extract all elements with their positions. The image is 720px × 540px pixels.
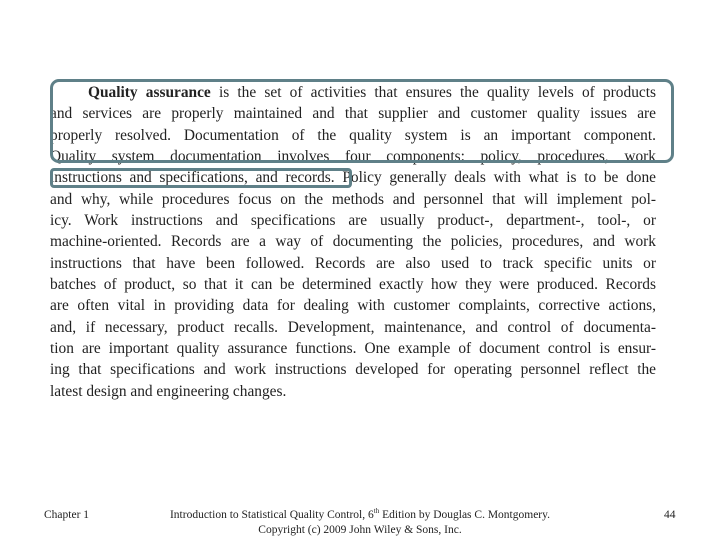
- passage-line-5: instructions and specifications, and records. Policy generally deals with what is to be done: [50, 169, 656, 187]
- passage-line-10: batches of product, so that it can be determined exactly how they were produced. Records: [50, 276, 656, 294]
- passage-line-14: ing that specifications and work instructions developed for operating personnel reflect the: [50, 361, 656, 379]
- passage-line-8: machine-oriented. Records are a way of documenting the policies, procedures, and work: [50, 233, 656, 251]
- page-number: 44: [664, 509, 676, 521]
- passage-line-3: properly resolved. Documentation of the quality system is an important component.: [50, 126, 656, 144]
- passage: [50, 82, 656, 402]
- passage-line-9: instructions that have been followed. Records are also used to track specific units or: [50, 254, 656, 272]
- slide-footer: [0, 508, 720, 540]
- passage-line-13: tion are important quality assurance functions. One example of document control is ensur-: [50, 340, 656, 358]
- footer-chapter: Chapter 1: [44, 509, 90, 521]
- term-quality-assurance: Quality assurance: [88, 84, 211, 101]
- passage-line-4: Quality system documentation involves four components: policy, procedures, work: [50, 148, 656, 166]
- passage-line-2: and services are properly maintained and that supplier and customer quality issues are: [50, 105, 656, 123]
- footer-citation-title: Introduction to Statistical Quality Control, 6th Edition by Douglas C. Montgomery.: [169, 507, 551, 521]
- footer-copyright: Copyright (c) 2009 John Wiley & Sons, Inc.: [258, 524, 462, 536]
- passage-line-7: icy. Work instructions and specifications are usually product-, department-, tool-, or: [50, 212, 656, 230]
- passage-line-6: and why, while procedures focus on the methods and personnel that will implement pol-: [50, 190, 656, 208]
- footer-citation: [150, 508, 570, 538]
- passage-line-15: latest design and engineering changes.: [50, 382, 287, 400]
- passage-line-12: and, if necessary, product recalls. Development, maintenance, and control of documenta-: [50, 318, 656, 336]
- passage-line-11: are often vital in providing data for dealing with customer complaints, corrective actions,: [50, 297, 656, 315]
- passage-line-1: Quality assurance is the set of activities that ensures the quality levels of products: [88, 84, 656, 101]
